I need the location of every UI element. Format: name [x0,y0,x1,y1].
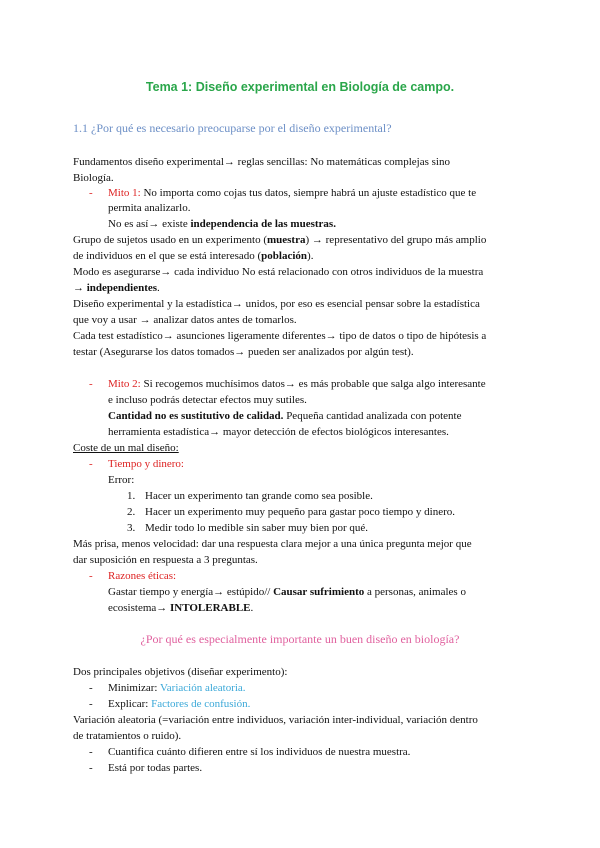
bullet-dash: - [89,458,93,470]
bold-text: independencia de las muestras. [190,218,336,230]
text-span: ) → representativo del grupo más amplio [305,234,487,246]
paragraph-line: testar (Asegurarse los datos tomados→ pueden ser analizados por algún test). [73,346,414,358]
text-span: No es así→ existe [108,218,191,230]
text-span: No importa como cojas tus datos, siempre habrá un ajuste estadístico que te [140,187,477,199]
paragraph-line: Modo es asegurarse→ cada individuo No está relacionado con otros individuos de la muestra [73,266,484,278]
paragraph-line [108,584,466,600]
bullet-dash: - [89,698,93,710]
myth-1-label: Mito 1: [108,187,141,199]
paragraph-line: Cada test estadístico→ asunciones ligeramente diferentes→ tipo de datos o tipo de hipótesis a [73,330,487,342]
subsection-heading: ¿Por qué es especialmente importante un buen diseño en biología? [140,632,460,646]
paragraph-line [73,280,160,296]
paragraph-line: Biología. [73,172,114,184]
bullet-dash: - [89,187,93,199]
myth-2-line [108,376,486,392]
list-item [108,696,250,712]
ethics-label: Razones éticas: [108,570,177,582]
paragraph-line: Error: [108,474,135,486]
myth-2-label: Mito 2: [108,378,141,390]
bullet-dash: - [89,762,93,774]
paragraph-line [108,216,336,232]
paragraph-line: dar suposición en respuesta a 3 preguntas. [73,554,258,566]
bullet-dash: - [89,746,93,758]
paragraph-line [73,232,486,248]
paragraph-line: Fundamentos diseño experimental→ reglas sencillas: No matemáticas complejas sino [73,156,450,168]
text-span: Minimizar: [108,682,161,694]
highlight-text: Factores de confusión. [151,698,251,710]
text-span: . [250,602,254,614]
text-span: → [73,282,87,294]
text-span: ). [307,250,314,262]
text-span: Pequeña cantidad analizada con potente [283,410,462,422]
section-heading: 1.1 ¿Por qué es necesario preocuparse por el diseño experimental? [73,121,392,135]
bold-text: Cantidad no es sustitutivo de calidad. [108,410,284,422]
bullet-dash: - [89,378,93,390]
text-span: de individuos en el que se está interesado ( [73,250,262,262]
paragraph-line: Más prisa, menos velocidad: dar una respuesta clara mejor a una única pregunta mejor que [73,538,472,550]
paragraph-line: de tratamientos o ruido). [73,730,182,742]
time-money-label: Tiempo y dinero: [108,458,184,470]
bold-text: independientes [86,282,158,294]
bold-text: Causar sufrimiento [273,586,365,598]
paragraph-line: permita analizarlo. [108,202,191,214]
underlined-text: Coste de un mal diseño: [73,442,179,454]
list-number: 3. [127,522,136,534]
list-number: 2. [127,506,136,518]
text-span: Gastar tiempo y energía→ estúpido// [108,586,274,598]
paragraph-line: Variación aleatoria (=variación entre individuos, variación inter-individual, variación dentro [73,714,478,726]
page-title: Tema 1: Diseño experimental en Biología de campo. [145,80,455,94]
list-item: Hacer un experimento muy pequeño para gastar poco tiempo y dinero. [145,506,456,518]
bold-text: muestra [266,234,306,246]
text-span: Grupo de sujetos usado en un experimento ( [73,234,267,246]
paragraph-line [108,600,253,616]
list-item [108,680,246,696]
paragraph-line [73,248,313,264]
bold-text: INTOLERABLE [170,602,251,614]
paragraph-line: que voy a usar → analizar datos antes de tomarlos. [73,314,297,326]
list-item: Está por todas partes. [108,762,203,774]
text-span: . [157,282,160,294]
list-item: Cuantifica cuánto difieren entre sí los individuos de nuestra muestra. [108,746,411,758]
text-span: Explicar: [108,698,152,710]
list-item: Hacer un experimento tan grande como sea posible. [145,490,373,502]
paragraph-line: Dos principales objetivos (diseñar experimento): [73,666,288,678]
text-span: ecosistema→ [108,602,171,614]
bullet-dash: - [89,682,93,694]
list-number: 1. [127,490,136,502]
paragraph-line: e incluso podrás detectar efectos muy sutiles. [108,394,307,406]
paragraph-line: herramienta estadística→ mayor detección de efectos biológicos interesantes. [108,426,449,438]
list-item: Medir todo lo medible sin saber muy bien por qué. [145,522,369,534]
paragraph-line [108,408,462,424]
subheading-line [73,440,179,456]
highlight-text: Variación aleatoria. [160,682,246,694]
bullet-dash: - [89,570,93,582]
myth-1-line [108,185,476,201]
bold-text: población [261,250,308,262]
paragraph-line: Diseño experimental y la estadística→ unidos, por eso es esencial pensar sobre la estadística [73,298,480,310]
text-span: Si recogemos muchísimos datos→ es más probable que salga algo interesante [140,378,486,390]
text-span: a personas, animales o [364,586,466,598]
